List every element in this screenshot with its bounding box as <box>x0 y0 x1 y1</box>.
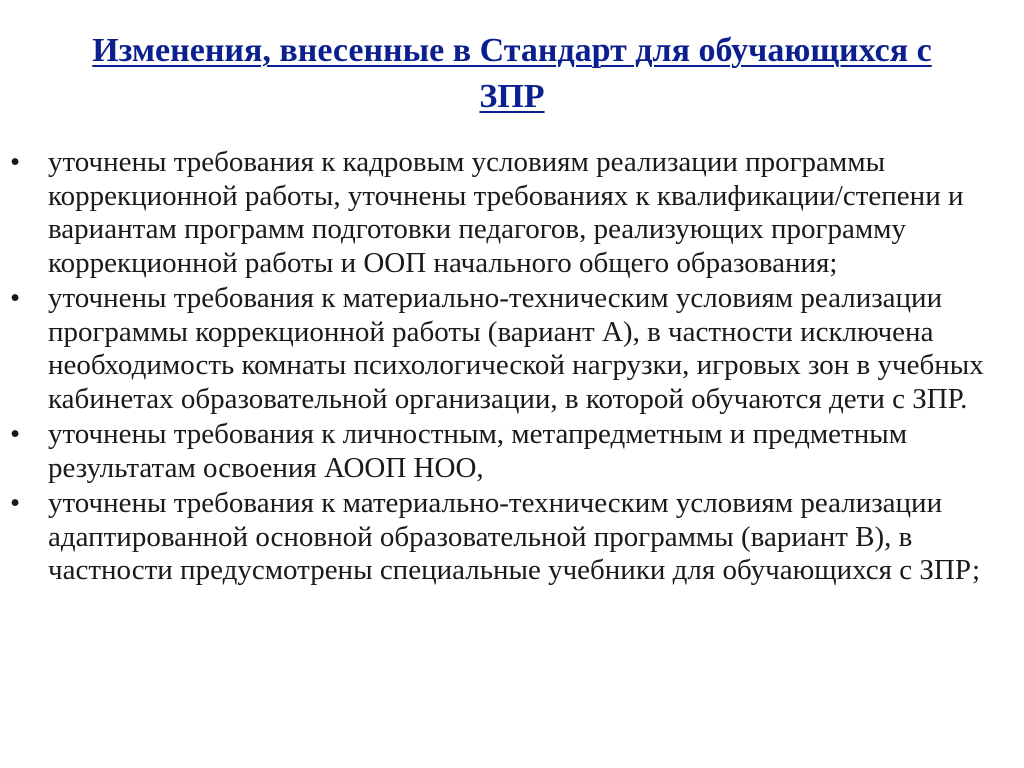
bullet-text: уточнены требования к кадровым условиям реализации программы коррекционной работы, уточнены требованиях к квалификации/степени и вариантам программ подготовки педагогов, реализующих программу коррекционной работы и ООП начального общего образования; <box>48 146 964 279</box>
bullet-item-3 <box>8 418 1016 485</box>
bullet-list <box>8 146 1016 590</box>
bullet-icon: • <box>10 146 21 178</box>
bullet-icon: • <box>10 418 21 450</box>
bullet-text: уточнены требования к материально-техническим условиям реализации программы коррекционной работы (вариант А), в частности исключена необходимость комнаты психологической нагрузки, игровых зон в учебных кабинетах образовательной организации, в которой обучаются дети с ЗПР. <box>48 282 984 415</box>
bullet-icon: • <box>10 282 21 314</box>
bullet-text: уточнены требования к личностным, метапредметным и предметным результатам освоения АООП НОО, <box>48 418 908 484</box>
bullet-item-2 <box>8 282 1016 416</box>
bullet-text: уточнены требования к материально-техническим условиям реализации адаптированной основной образовательной программы (вариант В), в частности предусмотрены специальные учебники для обучающихся с ЗПР; <box>48 487 981 586</box>
bullet-icon: • <box>10 487 21 519</box>
bullet-item-1 <box>8 146 1016 280</box>
slide-title: Изменения, внесенные в Стандарт для обучающихся с ЗПР <box>92 32 932 115</box>
bullet-item-4 <box>8 487 1016 588</box>
